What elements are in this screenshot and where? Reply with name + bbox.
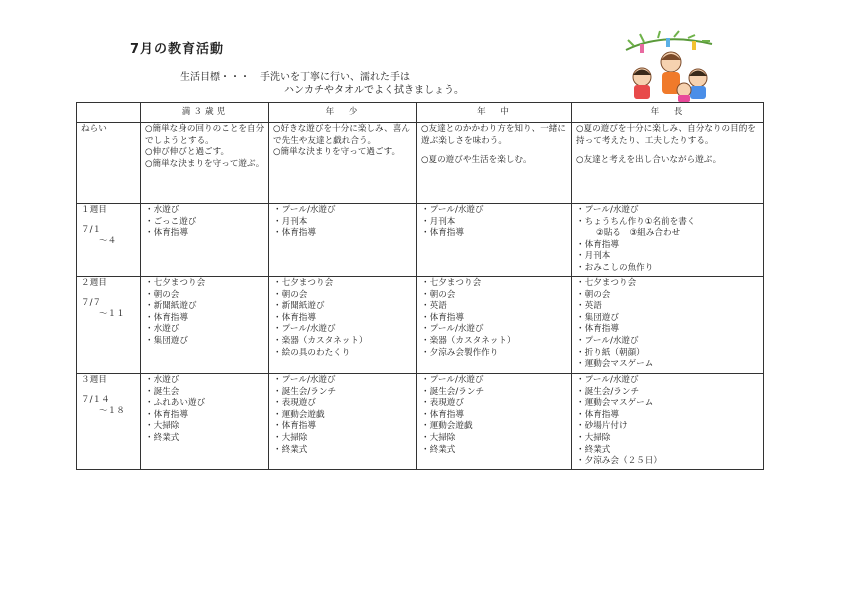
list-item: ・体育指導 xyxy=(421,228,464,239)
week1-nenchu xyxy=(417,204,572,277)
week3-age3 xyxy=(141,374,269,470)
table-header-row xyxy=(77,103,764,123)
list-item: ・体育指導 xyxy=(576,324,619,335)
row-label-week1 xyxy=(77,204,141,277)
list-item: ・体育指導 xyxy=(421,312,464,323)
list-item: ・終業式 xyxy=(576,444,611,455)
week-date-start: ７/７ xyxy=(81,297,102,308)
list-item: ・集団遊び xyxy=(576,312,619,323)
list-item: ・英語 xyxy=(576,301,602,312)
list-item: ・七夕まつり会 xyxy=(576,278,637,288)
row-label-week2 xyxy=(77,277,141,374)
header-nencho: 年 長 xyxy=(572,103,764,123)
list-item: ・夕涼み会製作作り xyxy=(421,347,499,358)
list-item: ・月刊本 xyxy=(421,216,456,227)
list-item: ・朝の会 xyxy=(421,289,456,300)
list-item: ・体育指導 xyxy=(145,409,188,420)
list-item: ・大掃除 xyxy=(576,432,611,443)
list-item: ・砂場片付け xyxy=(576,421,628,432)
life-goal-line2: ハンカチやタオルでよく拭きましょう。 xyxy=(284,85,464,96)
nerai-nensho xyxy=(269,123,417,204)
list-item: ・誕生会/ランチ xyxy=(421,386,485,397)
week1-nencho xyxy=(572,204,764,277)
nerai-nencho xyxy=(572,123,764,204)
tanabata-kids-illustration xyxy=(622,30,717,102)
list-item: ・ふれあい遊び xyxy=(145,398,206,409)
list-item: ・月刊本 xyxy=(576,251,611,262)
list-item: ○伸び伸びと過ごす。 xyxy=(145,147,230,158)
list-item: ・運動会マスゲーム xyxy=(576,359,654,370)
list-item: ・夕涼み会（２５日） xyxy=(576,456,662,467)
list-item: ・誕生会 xyxy=(145,386,180,397)
page-title: 7月の教育活動 xyxy=(130,42,225,57)
list-item: ○簡単な身の回りのことを自分でしようとする。 xyxy=(145,124,265,146)
list-item: ・体育指導 xyxy=(273,228,316,239)
week3-nensho xyxy=(269,374,417,470)
list-item: ・集団遊び xyxy=(145,335,188,346)
list-item: ・誕生会/ランチ xyxy=(576,386,640,397)
list-item: ○好きな遊びを十分に楽しみ、喜んで先生や友達と戯れ合う。 xyxy=(273,124,410,146)
list-item: ○簡単な決まりを守って遊ぶ。 xyxy=(145,158,265,169)
list-item: ・運動会遊戯 xyxy=(273,409,325,420)
week-date-end: ～１１ xyxy=(99,309,125,320)
nerai-age3 xyxy=(141,123,269,204)
list-item: ・表現遊び xyxy=(273,398,316,409)
list-item: ・水遊び xyxy=(145,324,180,335)
week-date-end: ～１８ xyxy=(99,406,125,417)
table-row-nerai xyxy=(77,123,764,204)
week1-nensho xyxy=(269,204,417,277)
week2-nencho xyxy=(572,277,764,374)
week2-nenchu xyxy=(417,277,572,374)
week-label: １週目 xyxy=(81,205,107,215)
week2-age3 xyxy=(141,277,269,374)
list-item: ・新聞紙遊び xyxy=(273,301,325,312)
header-blank xyxy=(77,103,141,123)
list-item: ・表現遊び xyxy=(421,398,464,409)
list-item: ・運動会遊戯 xyxy=(421,421,473,432)
list-item: ・体育指導 xyxy=(576,409,619,420)
list-item: ○友達と考えを出し合いながら遊ぶ。 xyxy=(576,155,722,166)
list-item: ・プール/水遊び xyxy=(576,375,639,385)
list-item: ・ちょうちん作り①名前を書く xyxy=(576,216,696,227)
list-item: ・水遊び xyxy=(145,205,180,215)
week-date-end: ～４ xyxy=(99,236,117,247)
list-item: ・朝の会 xyxy=(576,289,611,300)
list-item: ・プール/水遊び xyxy=(421,375,484,385)
list-item: ・朝の会 xyxy=(273,289,308,300)
list-item: ・楽器（カスタネット） xyxy=(421,335,516,346)
list-item: ・プール/水遊び xyxy=(273,375,336,385)
list-item: ②貼る ③組み合わせ xyxy=(596,228,681,239)
list-item: ・終業式 xyxy=(421,444,456,455)
list-item: ・プール/水遊び xyxy=(421,324,484,335)
activity-table xyxy=(76,102,764,470)
life-goal xyxy=(180,71,464,97)
week-date-start: ７/１４ xyxy=(81,394,110,405)
list-item: ・英語 xyxy=(421,301,447,312)
header-nensho: 年 少 xyxy=(269,103,417,123)
list-item: ・七夕まつり会 xyxy=(421,278,482,288)
week2-nensho xyxy=(269,277,417,374)
list-item: ・新聞紙遊び xyxy=(145,301,197,312)
life-goal-label: 生活目標・・・ xyxy=(180,72,250,83)
week-date-start: ７/１ xyxy=(81,224,102,235)
list-item: ・七夕まつり会 xyxy=(145,278,206,288)
list-item: ・プール/水遊び xyxy=(576,205,639,215)
list-item: ・朝の会 xyxy=(145,289,180,300)
list-item: ・体育指導 xyxy=(145,312,188,323)
list-item: ・絵の具のわたくり xyxy=(273,347,351,358)
week3-nencho xyxy=(572,374,764,470)
list-item: ・プール/水遊び xyxy=(273,205,336,215)
week1-age3 xyxy=(141,204,269,277)
list-item: ・プール/水遊び xyxy=(576,335,639,346)
table-row-week3 xyxy=(77,374,764,470)
list-item: ・折り紙（朝顔） xyxy=(576,347,645,358)
list-item: ・七夕まつり会 xyxy=(273,278,334,288)
list-item: ・プール/水遊び xyxy=(421,205,484,215)
list-item: ・体育指導 xyxy=(273,421,316,432)
list-item: ・ごっこ遊び xyxy=(145,216,197,227)
row-label-week3 xyxy=(77,374,141,470)
list-item: ・誕生会/ランチ xyxy=(273,386,337,397)
list-item: ・終業式 xyxy=(273,444,308,455)
list-item: ・大掃除 xyxy=(421,432,456,443)
life-goal-line1: 手洗いを丁寧に行い、濡れた手は xyxy=(260,72,410,83)
list-item: ・大掃除 xyxy=(145,421,180,432)
list-item: ・プール/水遊び xyxy=(273,324,336,335)
list-item: ・体育指導 xyxy=(145,228,188,239)
list-item: ・おみこしの魚作り xyxy=(576,262,654,273)
list-item: ・体育指導 xyxy=(421,409,464,420)
nerai-nenchu xyxy=(417,123,572,204)
row-label-nerai: ねらい xyxy=(77,123,141,204)
header-age3: 満３歳児 xyxy=(141,103,269,123)
table-row-week2 xyxy=(77,277,764,374)
list-item: ・楽器（カスタネット） xyxy=(273,335,368,346)
list-item: ・体育指導 xyxy=(273,312,316,323)
list-item: ○夏の遊びを十分に楽しみ、自分なりの目的を持って考えたり、工夫したりする。 xyxy=(576,124,756,146)
list-item: ○友達とのかかわり方を知り、一緒に遊ぶ楽しさを味わう。 xyxy=(421,124,566,146)
list-item: ○簡単な決まりを守って過ごす。 xyxy=(273,147,401,158)
list-item: ・体育指導 xyxy=(576,239,619,250)
header-nenchu: 年 中 xyxy=(417,103,572,123)
list-item: ・水遊び xyxy=(145,375,180,385)
list-item: ・月刊本 xyxy=(273,216,308,227)
list-item: ・終業式 xyxy=(145,432,180,443)
list-item: ・運動会マスゲーム xyxy=(576,398,654,409)
week-label: ２週目 xyxy=(81,278,107,288)
list-item: ○夏の遊びや生活を楽しむ。 xyxy=(421,155,532,166)
table-row-week1 xyxy=(77,204,764,277)
week3-nenchu xyxy=(417,374,572,470)
week-label: ３週目 xyxy=(81,375,107,385)
list-item: ・大掃除 xyxy=(273,432,308,443)
